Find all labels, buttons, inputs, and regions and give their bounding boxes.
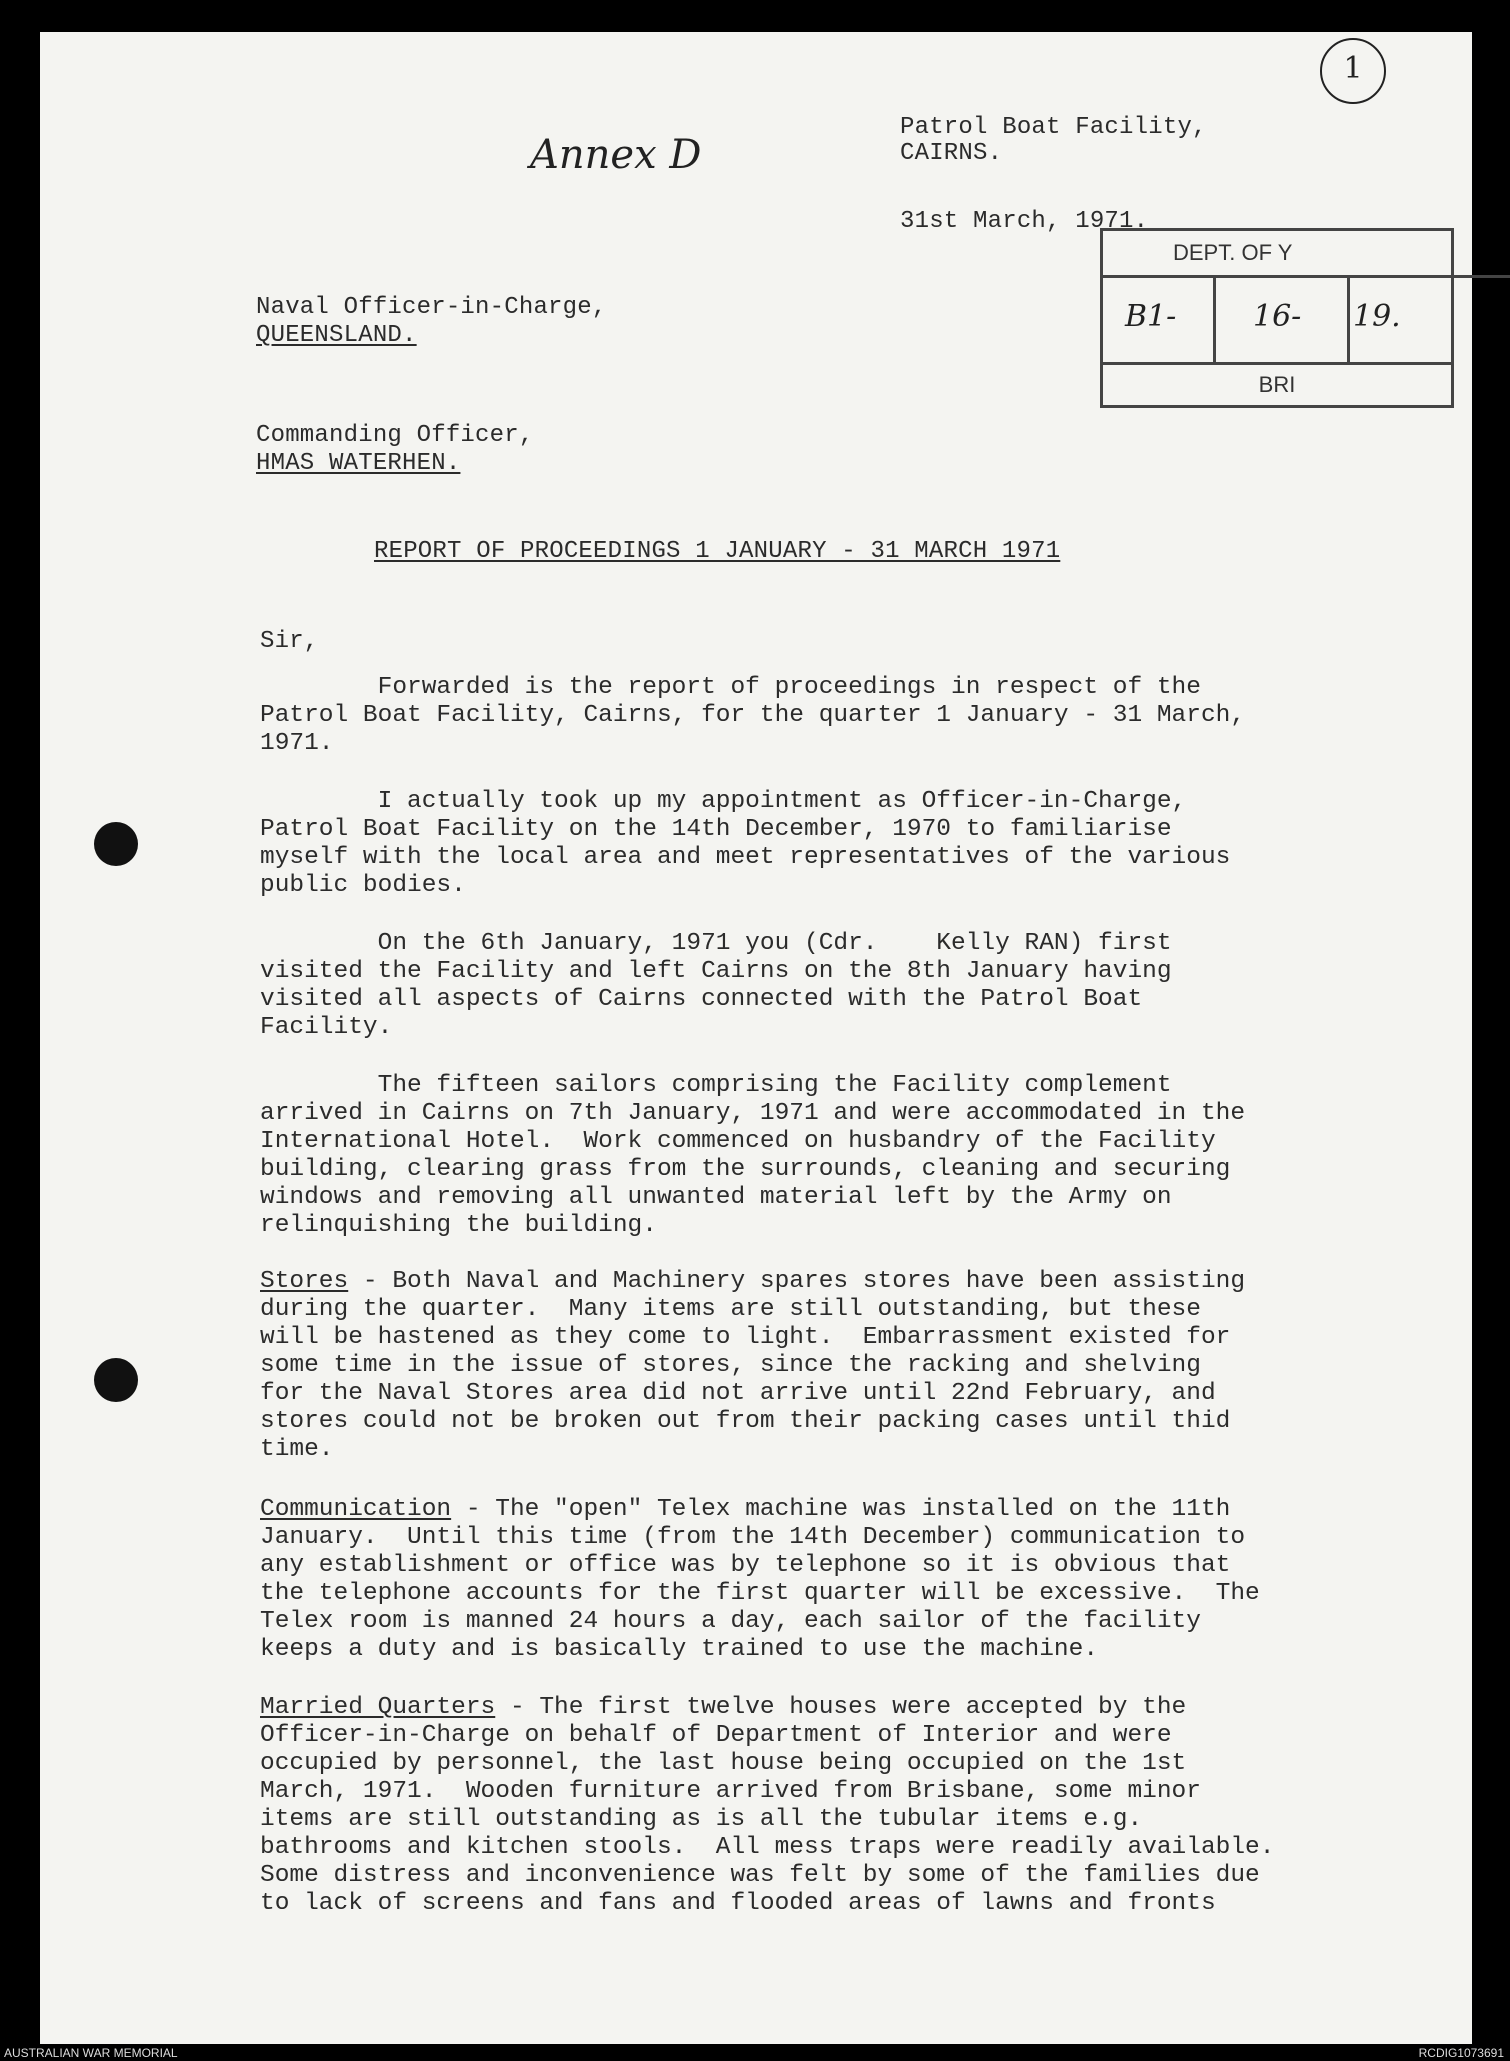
paragraph-4: The fifteen sailors comprising the Facility complement arrived in Cairns on 7th January, 1971 and were accommodated in the International Hotel. Work commenced on husbandry of the Facility building, clearing grass from the surrounds, cleaning and securing windows and removing all unwanted material left by the Army on relinquishing the building. <box>260 1072 1246 1239</box>
sender-line2: CAIRNS. <box>900 140 1003 167</box>
stamp-bottom-text: BRI <box>1103 362 1451 405</box>
section-communication <box>260 1496 1480 1524</box>
paragraph-1: Forwarded is the report of proceedings in respect of the Patrol Boat Facility, Cairns, for the quarter 1 January - 31 March, 1971. <box>260 674 1246 757</box>
subject-line: REPORT OF PROCEEDINGS 1 JANUARY - 31 MARCH 1971 <box>374 538 1061 565</box>
section-stores-body: during the quarter. Many items are still outstanding, but these will be hastened as they come to light. Embarrassment existed for some time in the issue of stores, since the racking and shelving for the Naval Stores area did not arrive until 22nd February, and stores could not be broken out from their packing cases until thid time. <box>260 1296 1231 1463</box>
addressee1-line1: Naval Officer-in-Charge, <box>256 294 607 321</box>
received-stamp <box>1100 228 1454 408</box>
addressee1-line2: QUEENSLAND. <box>256 322 417 349</box>
section-married-quarters <box>260 1694 1480 1722</box>
section-first-line: - The "open" Telex machine was installed on the 11th <box>451 1496 1231 1523</box>
paragraph-2: I actually took up my appointment as Officer-in-Charge, Patrol Boat Facility on the 14th December, 1970 to familiarise myself with the local area and meet representatives of the various public bodies. <box>260 788 1231 899</box>
footer-archive-name: AUSTRALIAN WAR MEMORIAL <box>4 2046 178 2060</box>
punch-hole-bottom <box>94 1358 138 1402</box>
paragraph-3: On the 6th January, 1971 you (Cdr. Kelly RAN) first visited the Facility and left Cairns on the 8th January having visited all aspects of Cairns connected with the Patrol Boat Facility. <box>260 930 1172 1041</box>
addressee2-line2: HMAS WATERHEN. <box>256 450 461 477</box>
section-first-line: - The first twelve houses were accepted by the <box>495 1694 1187 1721</box>
stamp-number-3: 19. <box>1353 299 1401 334</box>
document-page <box>40 32 1472 2044</box>
stamp-number-2: 16- <box>1253 299 1302 334</box>
section-married-quarters-body: Officer-in-Charge on behalf of Department of Interior and were occupied by personnel, the last house being occupied on the 1st March, 1971. Wooden furniture arrived from Brisbane, some minor items are still outstanding as is all the tubular items e.g. bathrooms and kitchen stools. All mess traps were readily available. Some distress and inconvenience was felt by some of the families due to lack of screens and fans and flooded areas of lawns and fronts <box>260 1722 1275 1917</box>
section-heading: Stores <box>260 1268 349 1295</box>
section-heading: Communication <box>260 1496 452 1523</box>
annex-annotation: Annex D <box>530 132 702 178</box>
section-stores <box>260 1268 1480 1296</box>
stamp-number-1: B1- <box>1125 299 1177 334</box>
addressee2-line1: Commanding Officer, <box>256 422 534 449</box>
section-communication-body: January. Until this time (from the 14th December) communication to any establishment or office was by telephone so it is obvious that the telephone accounts for the first quarter will be excessive. The Telex room is manned 24 hours a day, each sailor of the facility keeps a duty and is basically trained to use the machine. <box>260 1524 1260 1663</box>
sender-line1: Patrol Boat Facility, <box>900 114 1207 141</box>
footer-record-id: RCDIG1073691 <box>1418 2046 1504 2060</box>
letter-date: 31st March, 1971. <box>900 208 1149 235</box>
page-number: 1 <box>1320 38 1386 104</box>
section-heading: Married Quarters <box>260 1694 496 1721</box>
section-first-line: - Both Naval and Machinery spares stores have been assisting <box>348 1268 1246 1295</box>
salutation: Sir, <box>260 628 319 655</box>
stamp-top-text: DEPT. OF Y <box>1103 231 1510 278</box>
punch-hole-top <box>94 822 138 866</box>
